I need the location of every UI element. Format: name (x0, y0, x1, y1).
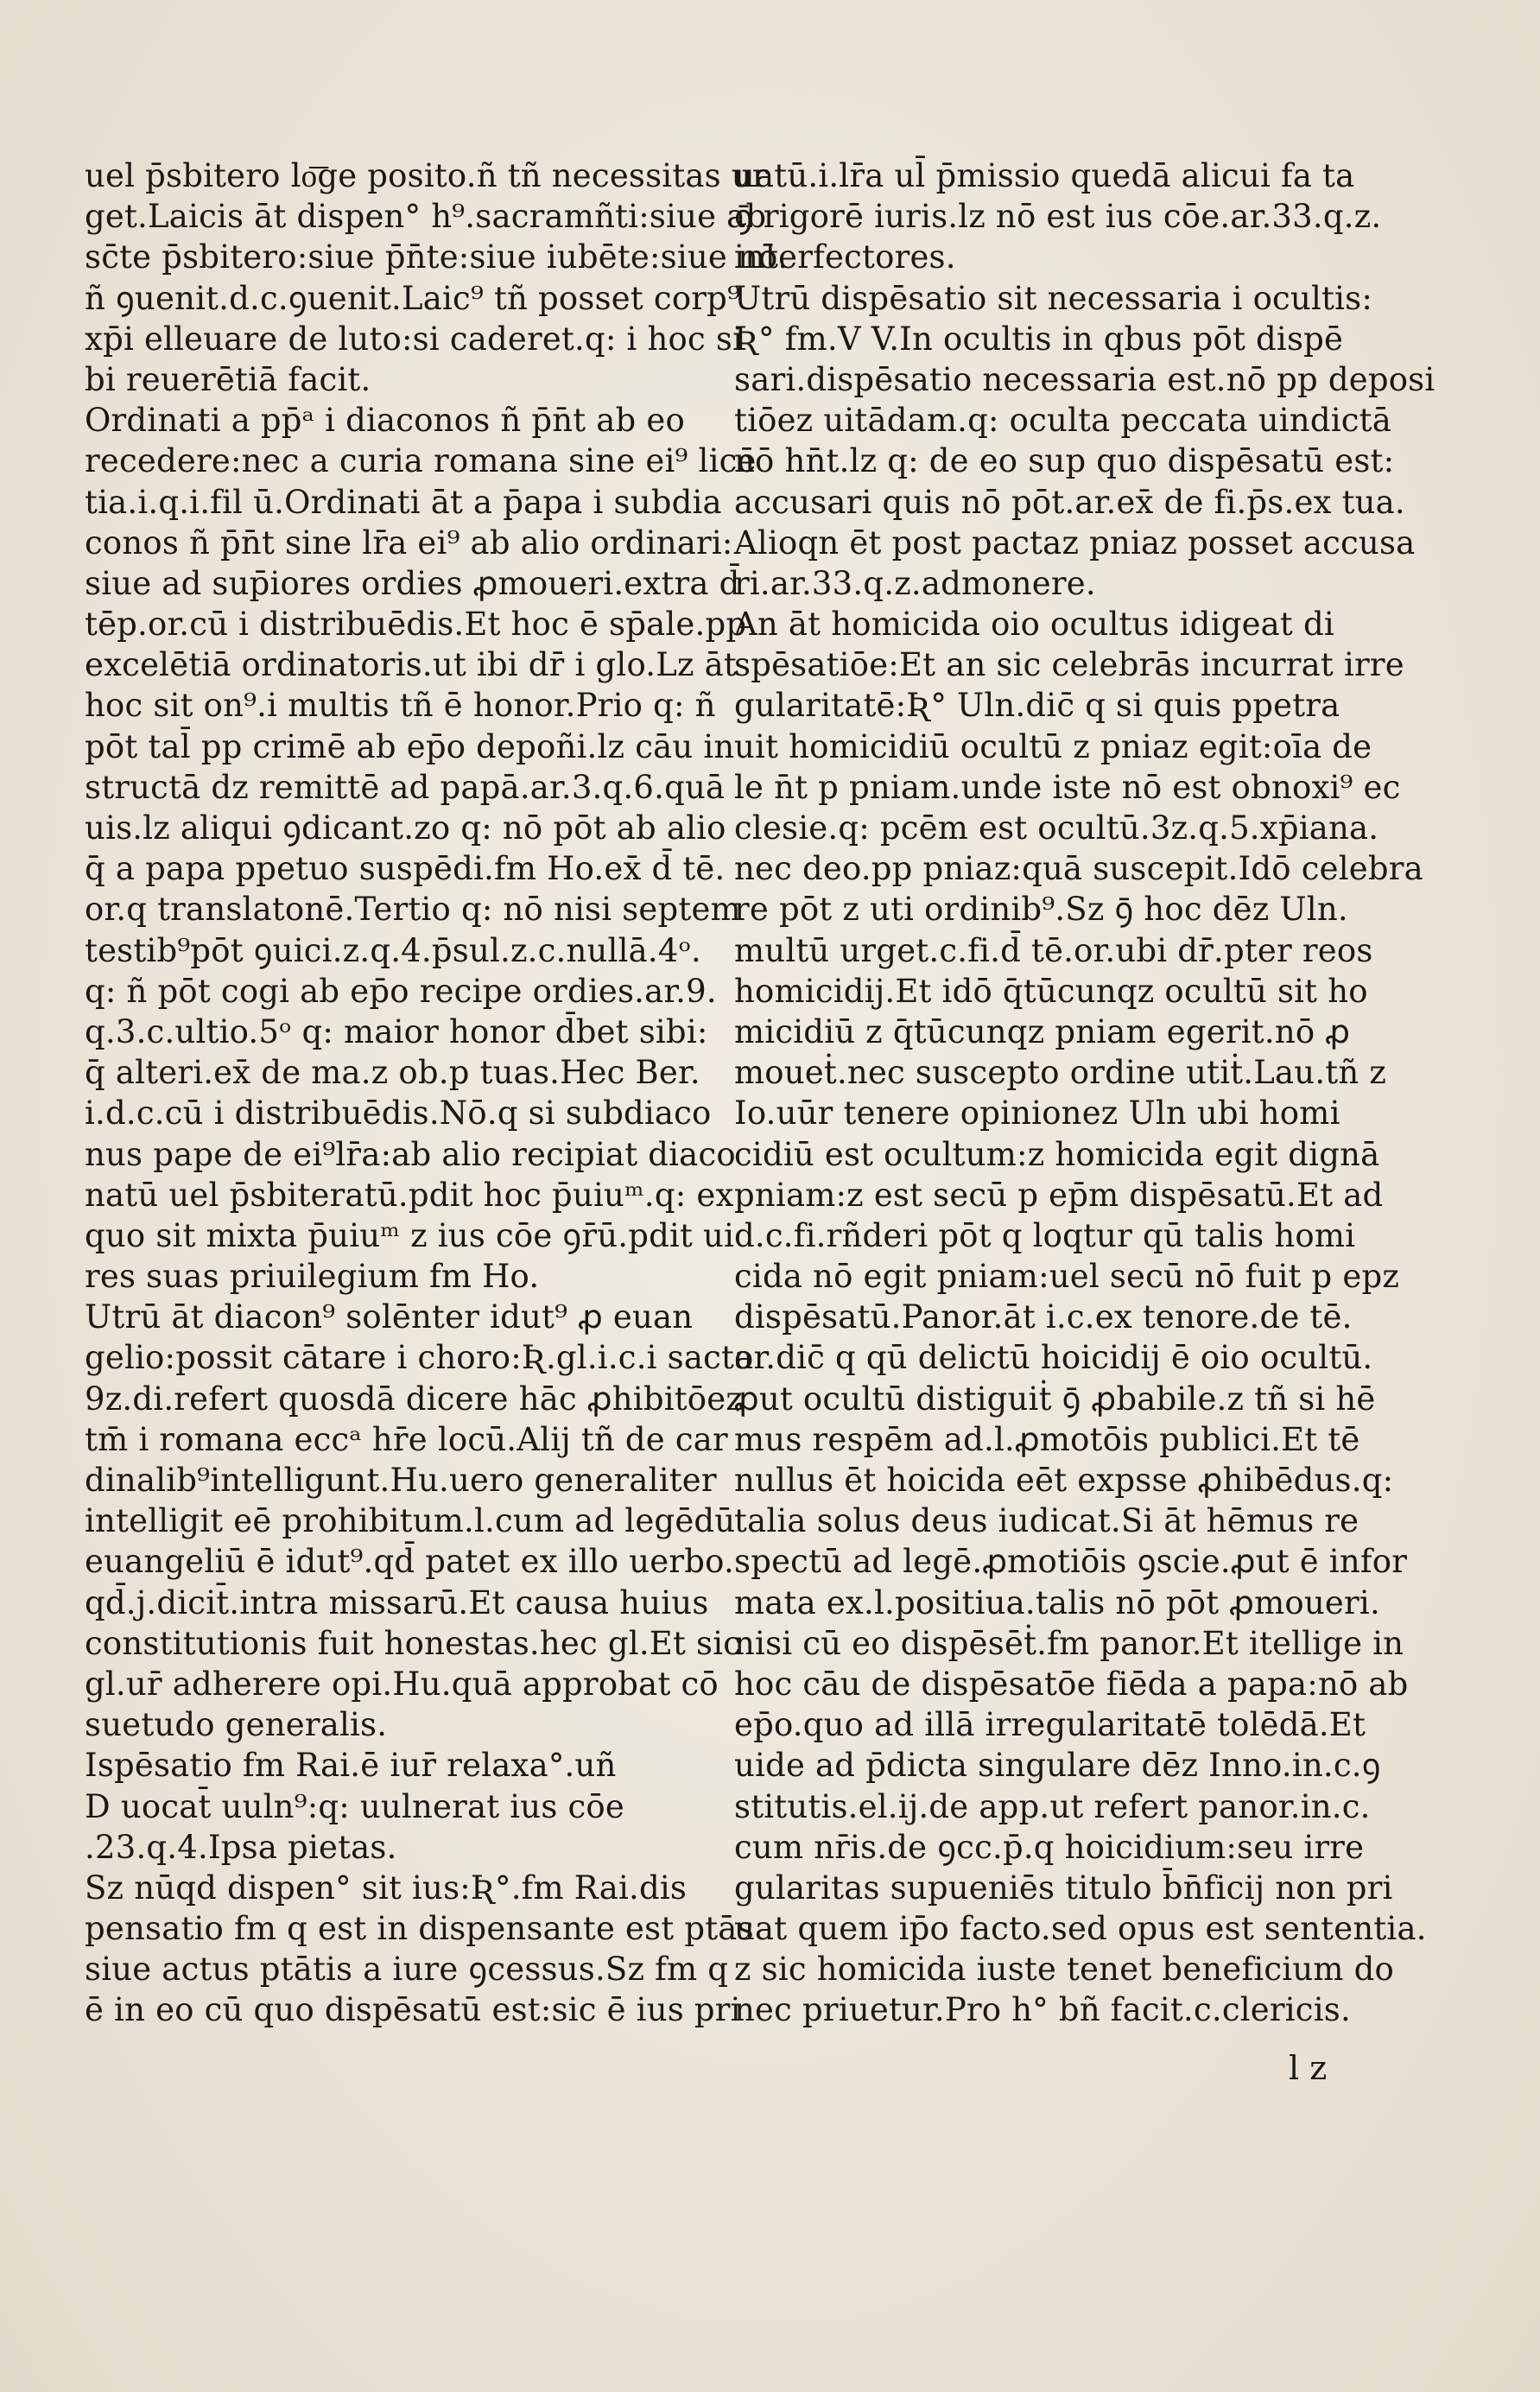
text-line: talia solus deus iudicat.Si āt hēmus re (734, 1502, 1359, 1540)
text-line: Ordinati a pp̄ᵃ i diaconos ñ p̄n̄t ab eo (85, 402, 685, 440)
text-line: excelētiā ordinatoris.ut ibi dr̄ i glo.Lz āt (85, 646, 737, 684)
text-line: gularitas supueniēs titulo b̄n̄ficij non pri (734, 1869, 1393, 1907)
text-line: mata ex.l.positiua.talis nō pōt ꝓmoueri. (734, 1583, 1380, 1621)
text-line: uel p̄sbitero lo͞ge posito.ñ tñ necessitas ur (85, 157, 768, 194)
text-line: or.dic̄ q qū delictū hoicidij ē oio ocultū. (734, 1339, 1373, 1377)
text-line: cidiū est ocultum:z homicida egit dignā (734, 1135, 1380, 1173)
text-line: quo sit mixta p̄uiuᵐ z ius cōe ꝯr̄ū.pdit ui (85, 1216, 735, 1254)
text-line: or.q translatonē.Tertio q: nō nisi septem (85, 891, 741, 929)
text-line: .23.q.4.Ipsa pietas. (85, 1828, 397, 1866)
text-line: homicidij.Et idō q̄tūcunqz ocultū sit ho (734, 972, 1368, 1010)
text-line: d.c.fi.rñderi pōt q loqtur qū talis homi (734, 1216, 1356, 1254)
text-line: spectū ad legē.ꝓmotiōis ꝯscie.ꝓut ē infor (734, 1543, 1408, 1581)
text-line: conos ñ p̄n̄t sine lr̄a ei⁹ ab alio ordinari: (85, 523, 733, 562)
text-line: hoc cāu de dispēsatōe fiēda a papa:nō ab (734, 1665, 1409, 1703)
text-line: ri.ar.33.q.z.admonere. (734, 564, 1096, 602)
left-text-column (85, 155, 789, 2031)
text-line: nec deo.pp pniaz:quā suscepit.Idō celebra (734, 850, 1423, 888)
text-line: moueṫ.nec suscepto ordine utiṫ.Lau.tñ z (734, 1054, 1387, 1092)
text-line: suetudo generalis. (85, 1706, 388, 1744)
text-line: uatū.i.lr̄a ul̄ p̄missio quedā alicui fa ta (734, 157, 1355, 194)
text-line: uis.lz aliqui ꝯdicant.zo q: nō pōt ab alio (85, 809, 726, 847)
text-line: q̄̄ alteri.ex̄ de ma.z ob.p tuas.Hec Ber. (85, 1054, 700, 1092)
text-line: dinalib⁹intelligunt.Hu.uero generaliter (85, 1462, 717, 1499)
text-line: Ʀ° fm.V V.In ocultis in qbus pōt dispē (734, 320, 1344, 358)
text-line: multū urget.c.fi.d̄ tē.or.ubi dr̄.pter reos (734, 931, 1373, 969)
text-line: nec priuetur.Pro h° bñ facit.c.clericis. (734, 1991, 1351, 2029)
text-line: structā dz remittē ad papā.ar.3.q.6.quā (85, 768, 726, 806)
text-line: ē in eo cū quo dispēsatū est:sic ē ius pri (85, 1991, 741, 2029)
text-line: spēsatiōe:Et an sic celebrās incurrat irre (734, 646, 1404, 684)
text-line: ꝓut ocultū distiguiṫ ꝯ̄ ꝓbabile.z tñ si hē (734, 1380, 1376, 1418)
text-line: Sz nūqd dispen° sit ius:Ʀ°.fm Rai.dis (85, 1869, 688, 1907)
text-line: le n̄t p pniam.unde iste nō est obnoxi⁹ ec (734, 768, 1401, 806)
text-line: nullus ēt hoicida eēt expsse ꝓhibēdus.q: (734, 1462, 1394, 1499)
text-line: xp̄i elleuare de luto:si caderet.q: i hoc si (85, 320, 744, 358)
text-line: sc̄te p̄sbitero:siue p̄n̄te:siue iubēte:siue nō. (85, 238, 789, 276)
text-line: gelio:possit cātare i choro:Ʀ.gl.i.c.i sacta (85, 1339, 754, 1377)
text-line: i.d.c.cū i distribuēdis.Nō.q si subdiaco (85, 1094, 712, 1133)
text-line: tiōez uitādam.q: oculta peccata uindictā (734, 402, 1392, 440)
text-line: euangeliū ē idut⁹.qd̄ patet ex illo uerbo. (85, 1543, 734, 1581)
text-line: cum nr̄is.de ꝯcc.p̄.q hoicidium:seu irre (734, 1828, 1365, 1866)
signature-mark: l z (1289, 2049, 1328, 2087)
text-line: nus pape de ei⁹lr̄a:ab alio recipiat diaco (85, 1135, 736, 1173)
text-line: pniam:z est secū p ep̄m dispēsatū.Et ad (734, 1176, 1384, 1214)
text-line: gularitatē:Ʀ° Uln.dic̄ q si quis ppetra (734, 687, 1340, 725)
text-line: nō hn̄t.lz q: de eo sup quo dispēsatū est: (734, 442, 1395, 480)
text-line: sari.dispēsatio necessaria est.nō pp deposi (734, 360, 1435, 398)
text-line: Ispēsatio fm Rai.ē iur̄ relaxa°.uñ (85, 1747, 617, 1785)
text-line: pōt tal̄ pp crimē ab ep̄o depoñi.lz cāu in (85, 727, 735, 765)
text-line: Utrū āt diacon⁹ solēnter idut⁹ ꝓ euan (85, 1298, 694, 1336)
text-line: mus respēm ad.l.ꝓmotōis publici.Et tē (734, 1420, 1360, 1458)
text-line: interfectores. (734, 238, 956, 276)
text-line: q.3.c.ultio.5ᵒ q: maior honor d̄bet sibi: (85, 1012, 708, 1050)
text-line: pensatio fm q est in dispensante est ptās (85, 1910, 754, 1948)
text-line: recedere:nec a curia romana sine ei⁹ licē (85, 442, 757, 480)
text-line: Io.uūr tenere opinionez Uln ubi homi (734, 1094, 1340, 1133)
text-line: tēp.or.cū i distribuēdis.Et hoc ē sp̄ale.pp (85, 606, 747, 644)
text-line: stitutis.el.ij.de app.ut refert panor.in.c. (734, 1787, 1371, 1825)
text-line: uat quem ip̄o facto.sed opus est sententia. (734, 1910, 1427, 1948)
text-line: testib⁹pōt ꝯuici.z.q.4.p̄sul.z.c.nullā.4ᵒ. (85, 931, 702, 969)
text-line: get.Laicis āt dispen° h⁹.sacramñti:siue ab (85, 198, 767, 236)
text-line: uit homicidiū ocultū z pniaz egit:oīa de (734, 727, 1372, 765)
text-line: constitutionis fuit honestas.hec gl.Et sic (85, 1624, 742, 1662)
text-line: q: ñ pōt cogi ab ep̄o recipe ordies.ar.9. (85, 972, 717, 1010)
text-line: re pōt z uti ordinib⁹.Sz ꝯ̄ hoc dēz Uln. (734, 891, 1348, 929)
text-line: accusari quis nō pōt.ar.ex̄ de fi.p̄s.ex tua. (734, 483, 1405, 521)
text-line: qd̄.j.dicit̄.intra missarū.Et causa huius (85, 1583, 709, 1621)
text-line: bi reuerētiā facit. (85, 360, 371, 398)
text-line: gl.ur̄ adherere opi.Hu.quā approbat cō (85, 1665, 719, 1703)
text-line: micidiū z q̄tūcunqz pniam egerit.nō ꝓ (734, 1012, 1351, 1050)
text-line: uide ad p̄dicta singulare dēz Inno.in.c.ꝯ (734, 1747, 1381, 1785)
text-line: tm̄ i romana eccᵃ hr̄e locū.Alij tñ de car (85, 1420, 728, 1458)
text-line: clesie.q: pcēm est ocultū.3z.q.5.xp̄iana. (734, 809, 1379, 847)
text-line: z sic homicida iuste tenet beneficium do (734, 1951, 1394, 1989)
text-line: Alioqn ēt post pactaz pniaz posset accusa (734, 523, 1416, 562)
text-line: nisi cū eo dispēsēṫ.fm panor.Et itellige in (734, 1624, 1404, 1662)
text-line: Utrū dispēsatio sit necessaria i ocultis: (734, 279, 1372, 317)
text-line: res suas priuilegium fm Ho. (85, 1258, 540, 1296)
text-line: intelligit eē prohibitum.l.cum ad legēdū (85, 1502, 736, 1540)
text-line: An āt homicida oio ocultus idigeat di (734, 606, 1334, 644)
text-line: natū uel p̄sbiteratū.pdit hoc p̄uiuᵐ.q: ex (85, 1176, 734, 1214)
text-line: cida nō egit pniam:uel secū nō fuit p epz (734, 1258, 1400, 1296)
text-line: ep̄o.quo ad illā irregularitatē tolēdā.Et (734, 1706, 1366, 1744)
text-line: q̄̄ a papa ppetuo suspēdi.fm Ho.ex̄ d̄ tē. (85, 850, 726, 888)
text-line: hoc sit on⁹.i multis tñ ē honor.Prio q: ñ (85, 687, 716, 725)
text-line: ꝯ̄ rigorē iuris.lz nō est ius cōe.ar.33.q.z. (734, 198, 1382, 236)
text-line: ñ ꝯuenit.d.c.ꝯuenit.Laic⁹ tñ posset corp⁹ (85, 279, 741, 317)
text-line: tia.i.q.i.fil ū.Ordinati āt a p̄apa i subdia (85, 483, 722, 521)
text-line: siue ad sup̄iores ordies ꝓmoueri.extra d̄ (85, 564, 740, 602)
right-text-column (734, 155, 1435, 2031)
text-line: dispēsatū.Panor.āt i.c.ex tenore.de tē. (734, 1298, 1353, 1336)
text-line: siue actus ptātis a iure ꝯcessus.Sz fm q (85, 1951, 729, 1989)
text-line: 9z.di.refert quosdā dicere hāc ꝓhibitōez (85, 1380, 744, 1418)
text-line: D uocat̄ uuln⁹:q: uulnerat ius cōe (85, 1787, 624, 1825)
